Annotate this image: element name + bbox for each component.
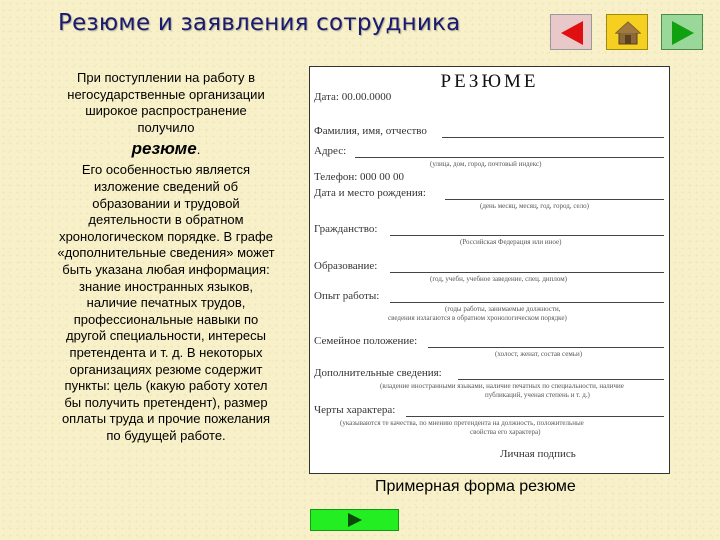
intro-paragraph: При поступлении на работу в негосударственные организации широкое распространение получило xyxy=(67,70,265,135)
prev-slide-button[interactable] xyxy=(550,14,592,50)
page-title: Резюме и заявления сотрудника xyxy=(58,10,461,36)
form-character-hint: (указываются те качества, по мнению претендента на должность, положительные xyxy=(340,419,584,427)
resume-form-sample xyxy=(309,66,670,474)
form-education-hint: (год, учебн, учебное заведение, спец. диплом) xyxy=(430,275,567,283)
form-experience-label: Опыт работы: xyxy=(314,290,380,302)
home-icon xyxy=(614,20,642,46)
form-line xyxy=(442,137,664,138)
form-additional-hint: (владение иностранными языками, наличие печатных по специальности, наличие xyxy=(380,382,624,390)
next-button[interactable] xyxy=(310,509,399,531)
arrow-right-icon xyxy=(348,513,362,527)
form-additional-hint: публикаций, ученая степень и т. д.) xyxy=(485,391,590,399)
form-citizenship-label: Гражданство: xyxy=(314,223,378,235)
form-character-hint: свойства его характера) xyxy=(470,428,541,436)
form-experience-hint: сведения излагаются в обратном хронологическом порядке) xyxy=(388,314,567,322)
form-birth-label: Дата и место рождения: xyxy=(314,187,426,199)
arrow-right-icon xyxy=(672,21,694,45)
form-line xyxy=(390,302,664,303)
form-name-label: Фамилия, имя, отчество xyxy=(314,125,427,137)
form-education-label: Образование: xyxy=(314,260,378,272)
form-character-label: Черты характера: xyxy=(314,404,396,416)
next-slide-button[interactable] xyxy=(661,14,703,50)
form-date: Дата: 00.00.0000 xyxy=(314,91,392,103)
arrow-left-icon xyxy=(561,21,583,45)
form-birth-hint: (день месяц, месяц, год, город, село) xyxy=(480,202,589,210)
form-family-label: Семейное положение: xyxy=(314,335,418,347)
form-heading: РЕЗЮМЕ xyxy=(440,71,539,92)
form-line xyxy=(355,157,664,158)
emphasis-word: резюме. xyxy=(131,139,201,159)
home-button[interactable] xyxy=(606,14,648,50)
form-caption: Примерная форма резюме xyxy=(375,478,576,495)
body-paragraph: Его особенностью является изложение сведений об образовании и трудовой деятельности в обратном хронологическом порядке. В графе «дополнительные сведения» может быть указана любая информация: знание иностранных языков, наличие печатных трудов, профессиональные навыки по другой специальности, интересы претендента и т. д. В некоторых организациях резюме содержит пункты: цель (какую работу хотел бы получить претендент), размер оплаты труда и прочие пожелания по будущей работе. xyxy=(57,162,275,443)
form-line xyxy=(428,347,664,348)
form-line xyxy=(406,416,664,417)
form-signature: Личная подпись xyxy=(500,448,576,460)
form-line xyxy=(390,272,664,273)
description-text xyxy=(56,70,276,444)
form-address-hint: (улица, дом, город, почтовый индекс) xyxy=(430,160,542,168)
form-address-label: Адрес: xyxy=(314,145,347,157)
form-line xyxy=(445,199,664,200)
form-citizenship-hint: (Российская Федерация или иное) xyxy=(460,238,562,246)
form-line xyxy=(458,379,664,380)
form-additional-label: Дополнительные сведения: xyxy=(314,367,442,379)
form-family-hint: (холост, женат, состав семьи) xyxy=(495,350,583,358)
form-experience-hint: (годы работы, занимаемые должности, xyxy=(445,305,561,313)
form-phone: Телефон: 000 00 00 xyxy=(314,171,405,183)
form-line xyxy=(390,235,664,236)
